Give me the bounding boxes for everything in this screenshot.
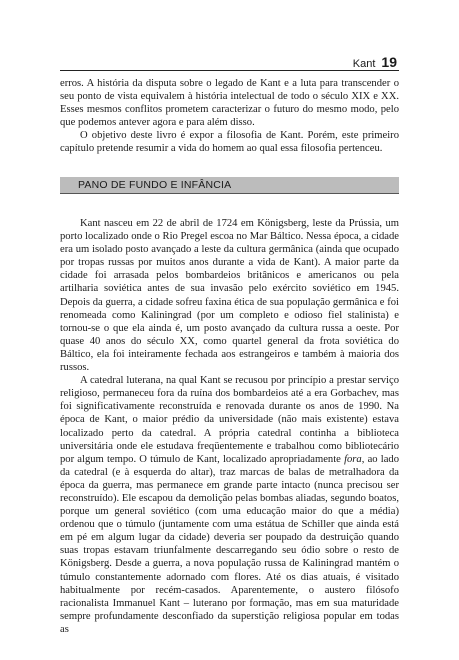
running-title: Kant — [352, 58, 376, 70]
intro-paragraph-2: O objetivo deste livro é expor a filosofia de Kant. Porém, este primeiro capítulo pretende resumir a vida do homem ao qual essa filosofia pertenceu. — [60, 130, 399, 155]
body-paragraph-1: Kant nasceu em 22 de abril de 1724 em Königsberg, leste da Prússia, um porto localizado onde o Rio Pregel escoa no Mar Báltico. Nessa época, a cidade era um isolado posto avançado a leste da cultura germânica (ainda que ocupado por tropas russas por muitos anos durante a vida de Kant). A maior parte da cidade foi arrasada pelos bombardeios britânicos e americanos ou pela artilharia soviética antes de sua invasão pelo exército soviético em 1945. Depois da guerra, a cidade sofreu faxina ética de sua população germânica e foi renomeada como Kaliningrad (por um completo e odioso fiel stalinista) e tornou-se o que ela ainda é, um posto avançado da cultura russa a oeste. Por quase 40 anos do século XX, como quartel general da frota soviética do Báltico, ela foi inteiramente fechada aos estrangeiros e também à maioria dos russos. — [60, 218, 399, 374]
header-rule — [60, 70, 399, 71]
body-paragraph-2 — [60, 374, 399, 636]
intro-text — [60, 77, 399, 156]
section-title: PANO DE FUNDO E INFÂNCIA — [78, 179, 232, 191]
body-paragraph-2-part-1: A catedral luterana, na qual Kant se recusou por princípio a prestar serviço religioso, permaneceu fora da ruína dos bombardeios até a era Gorbachev, mas foi significativamente reconstruída e renovada durante os anos de 1990. Na época de Kant, o maior prédio da universidade (não mais existente) estava localizado perto da catedral. A própria catedral continha a biblioteca universitária onde ele estudava freqüentemente e trabalhou como bibliotecário por algum tempo. O túmulo de Kant, localizado apropriadamente — [60, 375, 399, 465]
emphasis-fora: fora — [344, 453, 362, 465]
body-paragraph-2-part-2: , ao lado da catedral (e à esquerda do altar), traz marcas de balas de metralhadora da época da guerra, mas permanece em grande parte intacto (nunca precisou ser reconstruído). Ele escapou da demolição pelas bombas aliadas, segundo boatos, porque um general soviético (com uma educação maior do que a média) ordenou que o túmulo (juntamente com uma estátua de Schiller que ainda está em pé em algum lugar da cidade) deveria ser poupado da destruição quando suas tropas estavam triunfalmente descarregando seu ódio sobre o resto de Königsberg. Desde a guerra, a nova população russa de Kaliningrad mantém o túmulo constantemente adornado com flores. Até os dias atuais, é visitado habitualmente por recém-casados. Aparentemente, o austero filósofo racionalista Immanuel Kant – luterano por formação, mas em sua maturidade sempre profundamente desconfiado da superstição religiosa popular em todas as — [60, 453, 400, 635]
page-number: 19 — [381, 54, 397, 70]
running-head — [353, 54, 397, 70]
intro-paragraph-1: erros. A história da disputa sobre o legado de Kant e a luta para transcender o seu ponto de vista equivalem à história intelectual de todo o século XIX e XX. Esses mesmos conflitos prometem caracterizar o futuro do mesmo modo, pelo que podemos antever agora e para além disso. — [60, 78, 399, 129]
section-heading-bar — [60, 177, 399, 194]
main-text — [60, 217, 399, 636]
